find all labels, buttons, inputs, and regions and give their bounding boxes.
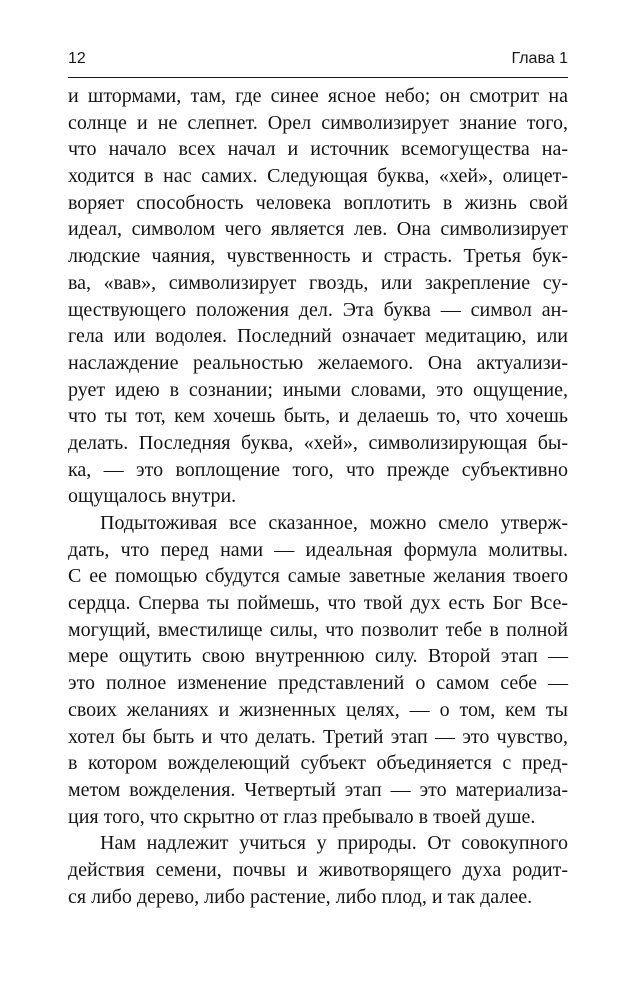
text-line: воряет способность человека воплотить в жизнь свой [68,191,568,214]
running-header [68,46,568,72]
text-line: солнце и не слепнет. Орел символизирует знание того, [68,111,568,134]
text-line: идеал, символом чего является лев. Она символизирует [68,218,568,241]
text-line: действия семени, почвы и животворящего духа родит- [68,858,568,881]
page-number: 12 [68,50,86,67]
text-line: ходится в нас самих. Следующая буква, «хей», олицет- [68,165,568,188]
text-line: ществующего положения дел. Эта буква — символ ан- [68,298,568,321]
paragraph [68,83,568,510]
text-line: что начало всех начал и источник всемогущества на- [68,138,568,161]
text-line: мере ощутить свою внутреннюю силу. Второй этап — [68,645,568,668]
text-line: Нам надлежит учиться у природы. От совокупного [100,832,568,855]
text-line: сердца. Сперва ты поймешь, что твой дух есть Бог Все- [68,592,568,615]
text-line: делать. Последняя буква, «хей», символизирующая бы- [68,431,568,454]
paragraph [68,830,568,910]
text-line: ощущалось внутри. [68,485,237,508]
text-line: и штормами, там, где синее ясное небо; он смотрит на [68,85,568,107]
text-line: Подытоживая все сказанное, можно смело утверж- [100,512,568,534]
text-line: рует идею в сознании; иными словами, это ощущение, [68,378,568,401]
text-line: метом вожделения. Четвертый этап — это материализа- [68,778,568,801]
text-line: в котором вожделеющий субъект объединяется с пред- [68,752,568,775]
text-line: ся либо дерево, либо растение, либо плод, и так далее. [68,885,533,908]
text-line: людские чаяния, чувственность и страсть. Третья бук- [68,245,568,268]
text-line: своих желаниях и жизненных целях, — о том, кем ты [68,698,568,721]
text-line: гела или водолея. Последний означает медитацию, или [68,325,568,348]
text-line: дать, что перед нами — идеальная формула молитвы. [68,538,568,561]
text-line: хотел бы быть и что делать. Третий этап — это чувство, [68,725,568,748]
text-line: могущий, вместилище силы, что позволит тебе в полной [68,618,568,641]
text-line: наслаждение реальностью желаемого. Она актуализи- [68,351,568,374]
header-rule [68,77,568,78]
text-line: ка, — это воплощение того, что прежде субъективно [68,458,568,481]
paragraph [68,510,568,830]
chapter-label: Глава 1 [511,50,568,67]
body-text [68,83,568,910]
text-line: С ее помощью сбудутся самые заветные желания твоего [68,565,568,588]
text-line: ва, «вав», символизирует гвоздь, или закрепление су- [68,271,568,294]
text-line: что ты тот, кем хочешь быть, и делаешь то, что хочешь [68,405,568,428]
text-line: ция того, что скрытно от глаз пребывало в твоей душе. [68,805,536,828]
text-line: это полное изменение представлений о самом себе — [68,672,568,695]
